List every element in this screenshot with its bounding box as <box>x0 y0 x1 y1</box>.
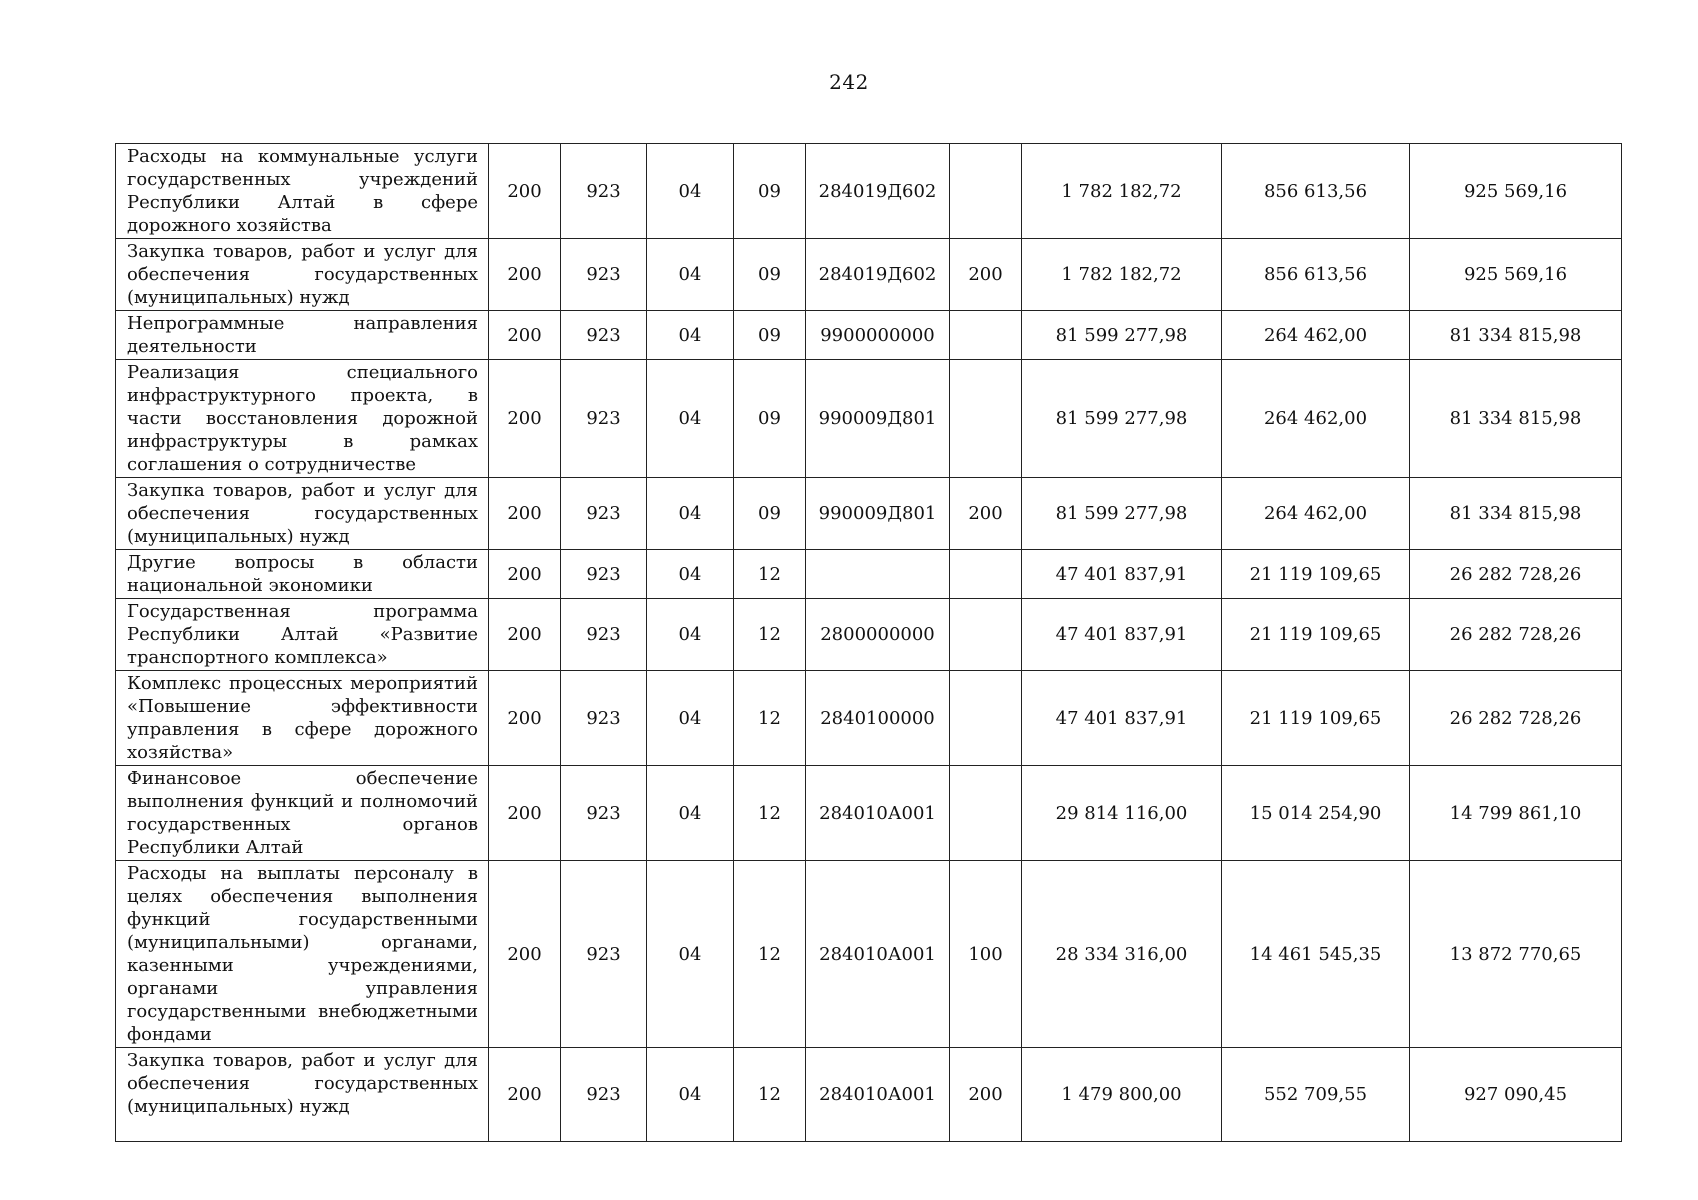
code-razdel: 04 <box>647 766 734 861</box>
expense-type: 200 <box>950 1048 1022 1142</box>
table-row <box>116 671 1622 766</box>
amount-total: 47 401 837,91 <box>1022 671 1222 766</box>
target-article: 284019Д602 <box>806 144 950 239</box>
code-vedomstvo: 923 <box>561 766 647 861</box>
target-article: 2800000000 <box>806 599 950 671</box>
amount-third: 26 282 728,26 <box>1410 599 1622 671</box>
page-number: 242 <box>829 70 869 94</box>
code-vedomstvo: 923 <box>561 478 647 550</box>
row-description: Закупка товаров, работ и услуг для обеспечения государственных (муниципальных) нужд <box>116 239 489 311</box>
amount-total: 1 782 182,72 <box>1022 239 1222 311</box>
expense-type <box>950 360 1022 478</box>
amount-third: 14 799 861,10 <box>1410 766 1622 861</box>
code-glavnyi: 200 <box>489 144 561 239</box>
code-podrazdel: 12 <box>734 599 806 671</box>
target-article: 284010А001 <box>806 861 950 1048</box>
expense-type: 100 <box>950 861 1022 1048</box>
target-article: 990009Д801 <box>806 360 950 478</box>
amount-third: 925 569,16 <box>1410 144 1622 239</box>
table-row <box>116 144 1622 239</box>
code-glavnyi: 200 <box>489 599 561 671</box>
code-glavnyi: 200 <box>489 861 561 1048</box>
code-podrazdel: 12 <box>734 1048 806 1142</box>
amount-total: 1 782 182,72 <box>1022 144 1222 239</box>
code-glavnyi: 200 <box>489 239 561 311</box>
amount-total: 81 599 277,98 <box>1022 478 1222 550</box>
amount-second: 21 119 109,65 <box>1222 599 1410 671</box>
code-vedomstvo: 923 <box>561 861 647 1048</box>
target-article <box>806 550 950 599</box>
code-podrazdel: 09 <box>734 144 806 239</box>
code-glavnyi: 200 <box>489 311 561 360</box>
table-row <box>116 1048 1622 1142</box>
table-row <box>116 239 1622 311</box>
table-row <box>116 861 1622 1048</box>
row-description: Закупка товаров, работ и услуг для обеспечения государственных (муниципальных) нужд <box>116 1048 489 1142</box>
amount-second: 15 014 254,90 <box>1222 766 1410 861</box>
code-podrazdel: 12 <box>734 671 806 766</box>
target-article: 9900000000 <box>806 311 950 360</box>
expense-type <box>950 311 1022 360</box>
amount-second: 14 461 545,35 <box>1222 861 1410 1048</box>
code-razdel: 04 <box>647 1048 734 1142</box>
target-article: 2840100000 <box>806 671 950 766</box>
row-description: Комплекс процессных мероприятий «Повышение эффективности управления в сфере дорожного хозяйства» <box>116 671 489 766</box>
row-description: Другие вопросы в области национальной экономики <box>116 550 489 599</box>
amount-total: 47 401 837,91 <box>1022 599 1222 671</box>
row-description: Расходы на коммунальные услуги государственных учреждений Республики Алтай в сфере дорожного хозяйства <box>116 144 489 239</box>
code-vedomstvo: 923 <box>561 599 647 671</box>
code-podrazdel: 12 <box>734 861 806 1048</box>
amount-second: 856 613,56 <box>1222 144 1410 239</box>
target-article: 284019Д602 <box>806 239 950 311</box>
code-podrazdel: 09 <box>734 478 806 550</box>
code-vedomstvo: 923 <box>561 1048 647 1142</box>
code-glavnyi: 200 <box>489 360 561 478</box>
amount-third: 81 334 815,98 <box>1410 311 1622 360</box>
code-podrazdel: 09 <box>734 239 806 311</box>
code-vedomstvo: 923 <box>561 671 647 766</box>
code-podrazdel: 12 <box>734 766 806 861</box>
target-article: 284010А001 <box>806 1048 950 1142</box>
amount-second: 264 462,00 <box>1222 360 1410 478</box>
table-row <box>116 599 1622 671</box>
code-razdel: 04 <box>647 599 734 671</box>
amount-second: 21 119 109,65 <box>1222 671 1410 766</box>
amount-second: 264 462,00 <box>1222 478 1410 550</box>
budget-table <box>115 143 1622 1142</box>
code-podrazdel: 09 <box>734 311 806 360</box>
row-description: Закупка товаров, работ и услуг для обеспечения государственных (муниципальных) нужд <box>116 478 489 550</box>
expense-type <box>950 766 1022 861</box>
code-vedomstvo: 923 <box>561 144 647 239</box>
code-glavnyi: 200 <box>489 671 561 766</box>
amount-second: 552 709,55 <box>1222 1048 1410 1142</box>
code-podrazdel: 09 <box>734 360 806 478</box>
code-vedomstvo: 923 <box>561 360 647 478</box>
amount-third: 26 282 728,26 <box>1410 671 1622 766</box>
amount-total: 81 599 277,98 <box>1022 360 1222 478</box>
code-razdel: 04 <box>647 144 734 239</box>
budget-table-body <box>116 144 1622 1142</box>
target-article: 284010А001 <box>806 766 950 861</box>
code-razdel: 04 <box>647 671 734 766</box>
amount-total: 47 401 837,91 <box>1022 550 1222 599</box>
code-glavnyi: 200 <box>489 766 561 861</box>
amount-third: 81 334 815,98 <box>1410 478 1622 550</box>
amount-total: 29 814 116,00 <box>1022 766 1222 861</box>
amount-second: 856 613,56 <box>1222 239 1410 311</box>
amount-third: 925 569,16 <box>1410 239 1622 311</box>
code-glavnyi: 200 <box>489 550 561 599</box>
expense-type <box>950 599 1022 671</box>
expense-type <box>950 144 1022 239</box>
row-description: Финансовое обеспечение выполнения функций и полномочий государственных органов Республики Алтай <box>116 766 489 861</box>
amount-second: 264 462,00 <box>1222 311 1410 360</box>
table-row <box>116 766 1622 861</box>
table-row <box>116 478 1622 550</box>
amount-third: 26 282 728,26 <box>1410 550 1622 599</box>
amount-total: 1 479 800,00 <box>1022 1048 1222 1142</box>
expense-type: 200 <box>950 239 1022 311</box>
amount-second: 21 119 109,65 <box>1222 550 1410 599</box>
code-razdel: 04 <box>647 311 734 360</box>
code-razdel: 04 <box>647 239 734 311</box>
table-row <box>116 360 1622 478</box>
code-razdel: 04 <box>647 360 734 478</box>
expense-type <box>950 671 1022 766</box>
amount-third: 927 090,45 <box>1410 1048 1622 1142</box>
amount-total: 28 334 316,00 <box>1022 861 1222 1048</box>
code-razdel: 04 <box>647 861 734 1048</box>
code-vedomstvo: 923 <box>561 550 647 599</box>
row-description: Реализация специального инфраструктурного проекта, в части восстановления дорожной инфраструктуры в рамках соглашения о сотрудничестве <box>116 360 489 478</box>
row-description: Расходы на выплаты персоналу в целях обеспечения выполнения функций государственными (муниципальными) органами, казенными учреждениями, органами управления государственными внебюджетными фондами <box>116 861 489 1048</box>
row-description: Государственная программа Республики Алтай «Развитие транспортного комплекса» <box>116 599 489 671</box>
expense-type <box>950 550 1022 599</box>
amount-total: 81 599 277,98 <box>1022 311 1222 360</box>
table-row <box>116 550 1622 599</box>
table-row <box>116 311 1622 360</box>
code-glavnyi: 200 <box>489 478 561 550</box>
code-razdel: 04 <box>647 550 734 599</box>
code-vedomstvo: 923 <box>561 311 647 360</box>
amount-third: 13 872 770,65 <box>1410 861 1622 1048</box>
expense-type: 200 <box>950 478 1022 550</box>
code-vedomstvo: 923 <box>561 239 647 311</box>
code-razdel: 04 <box>647 478 734 550</box>
target-article: 990009Д801 <box>806 478 950 550</box>
code-glavnyi: 200 <box>489 1048 561 1142</box>
row-description: Непрограммные направления деятельности <box>116 311 489 360</box>
amount-third: 81 334 815,98 <box>1410 360 1622 478</box>
code-podrazdel: 12 <box>734 550 806 599</box>
